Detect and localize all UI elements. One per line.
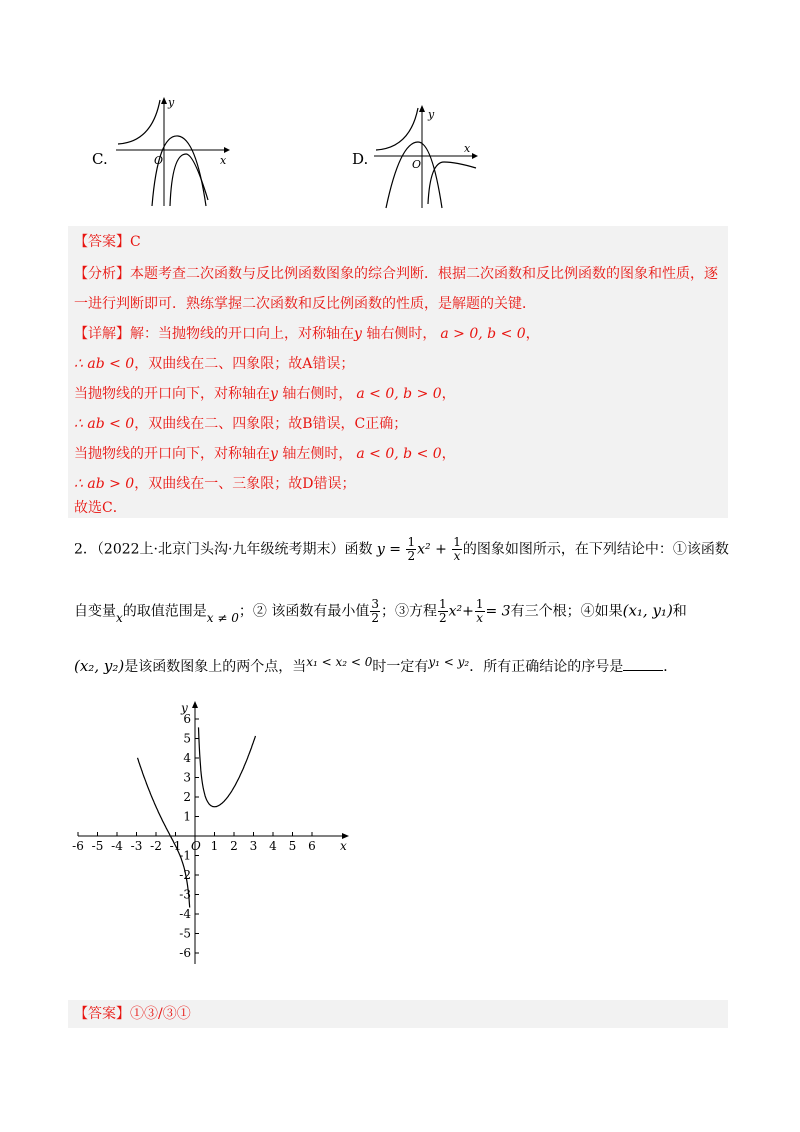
- analysis-text: 本题考查二次函数与反比例函数图象的综合判断．根据二次函数和反比例函数的图象和性质，逐: [130, 266, 718, 282]
- frac-den: 2: [407, 549, 416, 563]
- answer-2: [74, 1000, 191, 1028]
- origin-label: O: [154, 154, 164, 167]
- fraction-half: [438, 598, 448, 625]
- curve-right-branch: [199, 727, 256, 806]
- detail-text: ，双曲线在一、三象限；故D错误；: [134, 476, 356, 492]
- fraction-one-over-x: [452, 536, 462, 563]
- x-tick-label: 2: [230, 839, 238, 853]
- analysis-1-line1: [74, 260, 718, 288]
- detail-text: 轴右侧时，: [277, 386, 353, 402]
- analysis-tag: 【分析】: [74, 266, 130, 282]
- detail-condition: ∴ ab > 0: [74, 476, 135, 492]
- plus-sign: +: [462, 603, 474, 620]
- frac-den: 2: [438, 611, 447, 625]
- frac-den: x: [453, 549, 461, 563]
- detail-1-line7: 故选C．: [74, 500, 127, 516]
- y-tick-label: 4: [183, 751, 191, 765]
- detail-text: 轴左侧时，: [277, 446, 353, 462]
- axis-x-label: x: [220, 154, 227, 167]
- detail-text: ，双曲线在二、四象限；故B错误，C正确；: [134, 416, 408, 432]
- func-lhs: y =: [376, 541, 401, 558]
- fraction-one-over-x: [475, 598, 485, 625]
- detail-condition: a > 0, b < 0: [440, 326, 526, 342]
- answer-tag: 【答案】: [74, 1006, 130, 1022]
- x-tick-label: -3: [130, 839, 143, 853]
- y-tick-label: 1: [183, 809, 191, 824]
- question-source: （2022上·北京门头沟·九年级统考期末）函数: [96, 541, 373, 558]
- origin-label: O: [191, 839, 201, 853]
- point-2: (x₂, y₂): [74, 657, 125, 675]
- frac-num: 1: [475, 597, 484, 611]
- question-text: 有三个根；④如果: [510, 603, 623, 620]
- option-d-graph: [372, 104, 482, 210]
- detail-condition: ∴ ab < 0: [74, 416, 135, 432]
- x-tick-label: 5: [288, 839, 297, 853]
- y-axis-arrow: [192, 701, 198, 708]
- axis-x-label: x: [340, 839, 347, 853]
- detail-text: ，: [441, 446, 456, 462]
- detail-text: ，: [441, 386, 456, 402]
- fraction-three-halves: [370, 598, 380, 625]
- question-number: 2．: [74, 541, 97, 558]
- answer-blank[interactable]: [623, 658, 663, 671]
- question-text: 的图象如图所示，在下列结论中：①该函数: [462, 541, 729, 558]
- y-tick-label: -5: [179, 926, 191, 941]
- detail-1-line1: [74, 320, 540, 348]
- question-text: 的取值范围是: [122, 603, 207, 620]
- var-y: y: [354, 326, 362, 342]
- question-text: 时一定有: [372, 659, 429, 675]
- x-tick-label: 3: [249, 839, 258, 853]
- x-tick-label: -6: [72, 839, 84, 853]
- detail-text: ，: [525, 326, 540, 342]
- x-tick-label: -1: [169, 839, 182, 853]
- question-text: ．所有正确结论的序号是: [469, 659, 624, 675]
- axis-y-label: y: [168, 96, 175, 109]
- question-text: 和: [672, 603, 687, 620]
- equation-rhs: = 3: [485, 603, 511, 620]
- detail-text: 当抛物线的开口向下，对称轴在: [74, 446, 270, 462]
- question-text: 是该函数图象上的两个点，当: [124, 659, 307, 675]
- frac-num: 3: [371, 597, 379, 611]
- option-d-label: D.: [352, 150, 369, 168]
- detail-1-line2: [74, 350, 354, 378]
- analysis-1-line2: 一进行判断即可．熟练掌握二次函数和反比例函数的性质，是解题的关键．: [74, 296, 536, 312]
- frac-den: 2: [371, 611, 379, 625]
- point-1: (x₁, y₁): [622, 601, 673, 620]
- axis-y-label: y: [181, 701, 188, 715]
- frac-num: 1: [438, 597, 447, 611]
- answer-value: C: [130, 234, 141, 250]
- answer-tag: 【答案】: [74, 234, 130, 250]
- condition-y: y₁ < y₂: [428, 655, 470, 669]
- detail-condition: a < 0, b < 0: [356, 446, 442, 462]
- var-x: x: [116, 610, 123, 625]
- detail-text: 解：当抛物线的开口向上，对称轴在: [130, 326, 354, 342]
- answer-value: ①③/③①: [130, 1006, 191, 1022]
- y-tick-label: 5: [183, 731, 191, 746]
- answer-1: [74, 228, 141, 256]
- axis-x-label: x: [464, 142, 471, 155]
- detail-condition: a < 0, b > 0: [356, 386, 442, 402]
- x-tick-label: -4: [111, 839, 123, 853]
- x-tick-label: 6: [308, 839, 316, 853]
- plus-sign: +: [435, 541, 447, 558]
- x-tick-label: 4: [269, 839, 277, 853]
- detail-1-line4: [74, 410, 407, 438]
- detail-text: ，双曲线在二、四象限；故A错误；: [134, 356, 355, 372]
- frac-den: x: [476, 611, 484, 625]
- x-tick-label: -5: [91, 839, 104, 853]
- y-tick-label: -4: [179, 907, 191, 921]
- detail-text: 当抛物线的开口向下，对称轴在: [74, 386, 270, 402]
- question-text: ；② 该函数有最小值: [238, 603, 370, 620]
- question-2-line3: [74, 656, 677, 676]
- y-tick-label: 6: [183, 712, 191, 726]
- y-tick-label: 3: [183, 770, 191, 785]
- y-tick-label: -2: [179, 868, 191, 882]
- y-tick-label: -1: [179, 848, 191, 863]
- y-tick-label: 2: [183, 790, 191, 804]
- function-graph: [70, 696, 360, 968]
- frac-num: 1: [407, 535, 416, 549]
- x-squared: x²: [448, 603, 463, 620]
- var-y: y: [270, 446, 278, 462]
- var-y: y: [270, 386, 278, 402]
- detail-condition: ∴ ab < 0: [74, 356, 135, 372]
- y-tick-label: -3: [179, 887, 191, 902]
- question-2-line2: [74, 598, 687, 625]
- origin-label: O: [412, 158, 422, 171]
- condition-x: x₁ < x₂ < 0: [306, 655, 373, 669]
- detail-1-line3: [74, 380, 456, 408]
- x-tick-label: 1: [210, 839, 219, 853]
- option-c-label: C.: [92, 150, 108, 168]
- detail-text: 轴右侧时，: [361, 326, 437, 342]
- curve-left-branch: [138, 758, 190, 908]
- detail-tag: 【详解】: [74, 326, 130, 342]
- domain-condition: x ≠ 0: [206, 610, 239, 625]
- y-tick-label: -6: [179, 946, 191, 960]
- frac-num: 1: [453, 535, 461, 549]
- question-text: 自变量: [74, 603, 116, 620]
- axis-y-label: y: [428, 108, 435, 121]
- question-2-line1: [74, 536, 729, 563]
- fraction-half: [406, 536, 416, 563]
- x-squared: x²: [417, 541, 431, 558]
- x-tick-label: -2: [150, 839, 162, 853]
- option-c-graph: [112, 94, 232, 208]
- question-text: ；③方程: [380, 603, 437, 620]
- detail-1-line5: [74, 440, 456, 468]
- question-text: ．: [663, 659, 678, 675]
